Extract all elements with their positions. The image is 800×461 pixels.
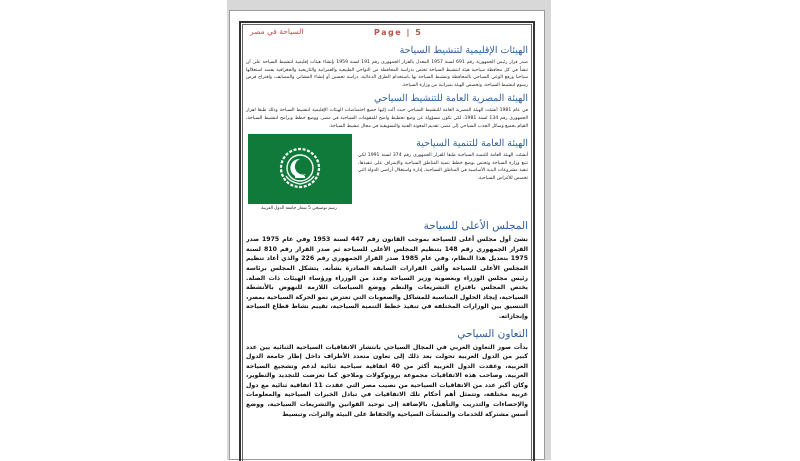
section-title-tourism-cooperation: التعاون السياحي xyxy=(457,327,528,340)
development-authority-block xyxy=(358,134,528,184)
figure-block xyxy=(246,134,528,214)
section-text-regional-bodies: صدر قرار رئيس الجمهورية رقم 691 لسنة 1957 المعدل بالقرار الجمهوري رقم 191 لسنة 1959 بإنشاء هيئات إقليمية لتنشيط السياحة على أن تنشأ في كل محافظة سياحية هيئة لتنشيط السياحة تختص بدراسة المحافظة من النواحي الطبيعية والعمرانية والتاريخية والجغرافية بقصد استغلالها سياحيا ورفع الوعي السياحي بالمحافظة وتنشيط السياحة بها باستخدام الطرق الدعائية، دراسة تحسين أو إنشاء المشاتي والمصايف، واقتراح فرض رسوم لتنشيط السياحة، وتخصص الهيئة بميزانية من وزارة السياحة. xyxy=(246,60,528,88)
section-text-egyptian-authority: في عام 1981 أنشئت الهيئة المصرية العامة للتنشيط السياحي حيث آلت إليها جميع اختصاصات الهيئات الإقليمية لتنشيط السياحة وذلك طبقا لقرار الجمهوري رقم 134 لسنة 1981، لكي تكون مسؤولة عن وضع تخطيط واضح للمقومات السياحية في مصر، ووضع خطط وبرامج لتنشيط السياحة، القيام بجميع وسائل الجذب السياحي إلى مصر، تقديم المعونة الفنية والتسويقية في مجال تنشيط السياحة. xyxy=(246,108,528,129)
section-title-regional-bodies: الهيئات الإقليمية لتنشيط السياحة xyxy=(399,45,528,56)
section-title-egyptian-authority: الهيئة المصرية العامة للتنشيط السياحي xyxy=(374,93,528,105)
section-text-development-authority: أنشئت الهيئة العامة للتنمية السياحية طبقا للقرار الجمهوري رقم 374 لسنة 1991 لكي تتبع وزارة السياحة وتختص بوضع خطط تنمية المناطق السياحية والإشراف على تنفيذها، تنفيذ مشروعات البنية الأساسية في المناطق السياحية، إدارة واستغلال أراضي الدولة التي تخصص للأغراض السياحية. xyxy=(358,153,528,181)
section-title-supreme-council: المجلس الأعلى للسياحة xyxy=(423,220,528,233)
page-number-label: Page | 5 xyxy=(374,28,423,37)
section-text-supreme-council: نشئ أول مجلس أعلى للسياحة بموجب القانون رقم 447 لسنة 1953 وفي عام 1975 صدر القرار الجمهوري رقم 148 بتنظيم المجلس الأعلى للسياحة ثم صدر القرار رقم 810 لسنة 1975 بتعديل هذا النظام، وفي عام 1985 صدر القرار الجمهوري رقم 226 والذي أعاد تنظيم المجلس الأعلى للسياحة وألغى القرارات السابقة الصادرة بشأنه. يتشكل المجلس برئاسة رئيس مجلس الوزراء وبعضوية وزير السياحة وعدد من الوزراء ورؤساء الهيئات ذات الصلة. يختص المجلس باقتراح التشريعات والنظم ووضع السياسات اللازمة للنهوض بالأنشطة السياحية، إيجاد الحلول المناسبة للمشاكل والصعوبات التي تعترض نمو الحركة السياحية بمصر، التنسيق بين الوزارات المختلفة في تنفيذ خطط التنمية السياحية، تقييم نشاط قطاع السياحة وإنجازاته. xyxy=(246,236,528,320)
arab-league-emblem-icon xyxy=(278,146,322,190)
page-header xyxy=(246,27,528,41)
figure xyxy=(246,134,352,211)
section-text-tourism-cooperation: بدأت صور التعاون العربي في المجال السياحي بانتشار الاتفاقيات السياحية الثنائية بين عدد كبير من الدول العربية تحولت بعد ذلك إلى تعاون متعدد الأطراف داخل إطار جامعة الدول العربية، وعقدت الدول العربية أكثر من 40 اتفاقية سياحية ثنائية لدعم وتشجيع السياحة العربية. وصاحب هذه الاتفاقيات مجموعة بروتوكولات وملاحق كما تعرضت للتجديد والتطوير، وكان أكبر عدد من الاتفاقيات السياحية من نصيب مصر التي عقدت 11 اتفاقية ثنائية مع دول عربية مختلفة، وتتمثل أهم أحكام تلك الاتفاقيات في تبادل الخبرات السياحية والمعلومات والإحصاءات والتدريب والتأهيل، بالإضافة إلى توحيد القوانين والتشريعات السياحية، ووضع أسس مشتركة للخدمات والمنشآت السياحية والحفاظ على البيئة والتراث، وتبسيط xyxy=(246,343,528,418)
page-content xyxy=(246,27,528,461)
figure-caption: رسم توضيحي 5 شعار جامعة الدول العربية xyxy=(261,206,337,212)
section-title-development-authority: الهيئة العامة للتنمية السياحية xyxy=(416,138,528,150)
document-page xyxy=(229,10,545,460)
arab-league-flag xyxy=(248,134,352,204)
running-title: السياحة في مصر xyxy=(250,27,304,36)
